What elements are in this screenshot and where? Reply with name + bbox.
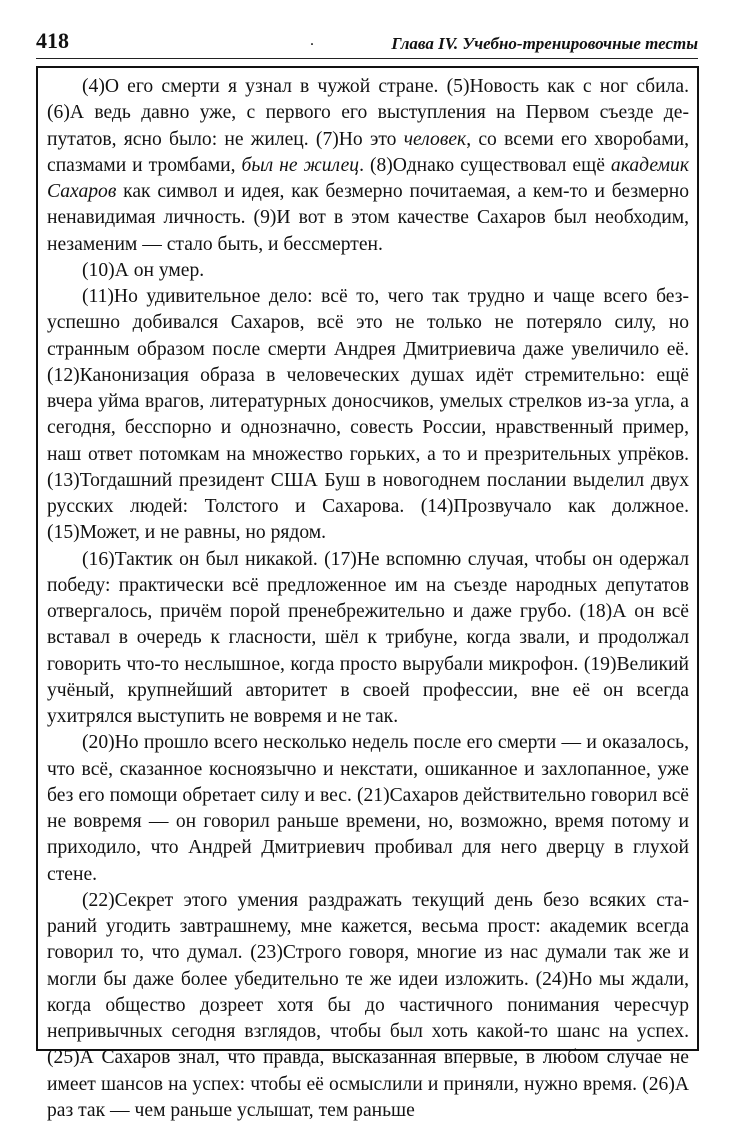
paragraph	[47, 888, 689, 1124]
text-run: (4)О его смерти я узнал в чужой стране. (5)Новость как с ног сбила. (6)А ведь давно уже, с первого его выступления на Первом съезде депутатов, ясно было: не жилец. (7)Но это	[47, 76, 689, 150]
italic-run: человек	[403, 128, 467, 150]
running-title: Глава IV. Учебно-тренировочные тесты	[391, 34, 698, 53]
text-run: как символ и идея, как безмерно почитаемая, а кем-то и безмерно ненавидимая личность. (9)И вот в этом качестве Сахаров был необходим, незаменим — стало быть, и бессмертен.	[47, 181, 689, 255]
text-run: (20)Но прошло всего несколько недель после его смерти — и оказалось, что всё, сказанное косноязычно и некстати, ошиканное и захлопанное, уже без его помощи обретает силу и вес. (21)Сахаров действительно говорил всё не вовремя — он говорил раньше времени, но, возможно, время потому и приходило, что Андрей Дмитриевич пробивал для него дверцу в глухой стене.	[47, 732, 689, 885]
paragraph	[47, 74, 689, 258]
text-run: (11)Но удивительное дело: всё то, чего так трудно и чаще всего безуспешно добивался Сахаров, всё это не только не потеряло силу, но странным образом после смерти Андрея Дмитриевича даже увеличило её. (12)Канонизация образа в человеческих душах идёт стремительно: ещё вчера уйма врагов, литературных доносчиков, умелых стрелков из-за угла, а сегодня, бесспорно и однозначно, совесть России, нравственный пример, наш ответ потомкам на множество горьких, а то и презрительных упрёков. (13)Тогдашний президент США Буш в новогоднем послании выделил двух русских людей: Толстого и Сахарова. (14)Прозвучало как должное. (15)Может, и не равны, но рядом.	[47, 286, 689, 544]
text-frame	[36, 66, 699, 1121]
italic-run: академик Сахаров	[47, 154, 689, 202]
header-separator: .	[310, 32, 314, 49]
paragraph	[47, 730, 689, 888]
paragraph	[47, 284, 689, 547]
page-number: 418	[36, 28, 69, 53]
italic-run: был не жилец	[241, 154, 360, 176]
text-body	[47, 74, 690, 1121]
text-run: , со всеми его хворобами, спазмами и тромбами,	[47, 128, 690, 176]
text-run: (22)Секрет этого умения раздражать текущий день безо всяких стараний угодить завтрашнему, мне кажется, весьма прост: академик всегда говорил то, что думал. (23)Строго говоря, многие из нас думали так же и могли бы даже более убедительно те же идеи изложить. (24)Но мы ждали, когда общество дозреет хотя бы до частичного понимания чересчур непривычных сегодня взглядов, чтобы был хоть какой-то шанс на успех. (25)А Сахаров знал, что правда, высказанная впервые, в любом случае не имеет шансов на успех: чтобы её осмыслили и приняли, нужно время. (26)А раз так — чем раньше услышат, тем раньше	[47, 889, 689, 1121]
text-run: . (8)Однако существовал ещё	[359, 154, 611, 176]
page-header	[36, 28, 698, 59]
text-run: (10)А он умер.	[82, 259, 205, 281]
text-run: (16)Тактик он был никакой. (17)Не вспомню случая, чтобы он одержал победу: практически всё предложенное им на съезде народных депутатов отвергалось, причём порой пренебрежительно и даже грубо. (18)А он всё вставал в очередь к гласности, шёл к трибуне, когда звали, и продолжал говорить что-то неслышное, когда просто вырубали микрофон. (19)Великий учёный, крупнейший авторитет в своей профессии, вне её он всегда ухитрялся выступить не вовремя и не так.	[47, 548, 689, 727]
paragraph	[47, 258, 689, 284]
paragraph	[47, 547, 689, 731]
